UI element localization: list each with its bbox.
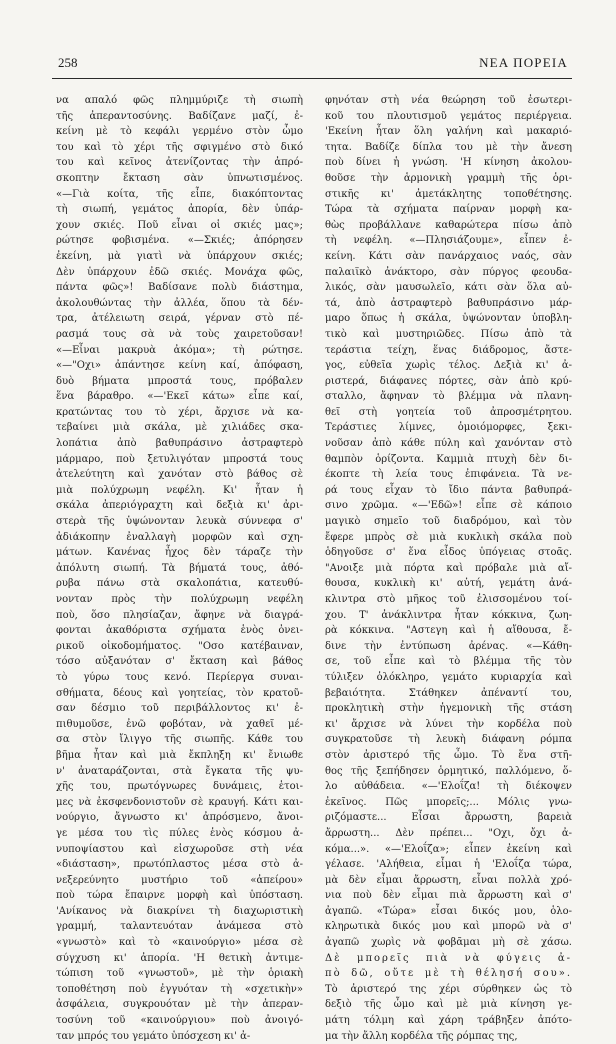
text-line: κείνη μὲ τὸ κεφάλι γερμένο στὸν ὦμο <box>56 126 303 138</box>
text-line: Τὸ ἀριστερό της χέρι σύρθηκεν ὡς τὸ <box>325 983 572 995</box>
right-column <box>325 93 572 1042</box>
text-line: ἐκεῖνος. Πῶς μπορεῖς;... Μόλις γνω- <box>325 796 572 808</box>
text-line: δινε τὴν ἐντύπωση ἀρένας. «—Κάθη- <box>325 640 572 652</box>
journal-title: ΝΕΑ ΠΟΡΕΙΑ <box>479 55 568 70</box>
text-line: προκλητικὴ στὴν ἡγεμονικὴ τῆς στάση <box>325 703 572 715</box>
text-line: 'Ανίκανος νὰ διακρίνει τὴ διαχωριστικὴ <box>56 905 303 917</box>
text-line: θεῖ στὴ γοητεία τοῦ ἀπροσμέτρητου. <box>325 406 572 418</box>
text-line: του καὶ κεῖνος ἀτενίζοντας τὴν ἀπρό- <box>56 157 303 169</box>
text-line: γος, εὐθεῖα χωρὶς τέλος. Δεξιὰ κι' ἀ- <box>325 360 572 372</box>
text-line: θοῦσε τὴν ἁρμονικὴ γραμμὴ τῆς ὁρι- <box>325 172 572 184</box>
text-line: «—Εἶναι μακρυὰ ἀκόμα»; τὴ ρώτησε. <box>56 344 303 356</box>
text-line: σύγχυση κι' ἀπορία. 'Η θετικὴ ἀντιμε- <box>56 952 303 964</box>
text-line: βεβαιότητα. Στάθηκεν ἀπέναντί του, <box>325 687 572 699</box>
text-line: λικός, σὰν μαυσωλεῖο, κάτι σὰν ὅλα αὐ- <box>325 282 572 294</box>
text-line: πὸ δῶ, οὔτε μὲ τὴ θέλησή σου». <box>325 968 572 980</box>
text-line: φονται ἀκαθόριστα σχήματα ἑνὸς ὀνει- <box>56 625 303 637</box>
text-line: έκοπτε τὴ λεία τους ἐπιφάνεια. Τὰ νε- <box>325 469 572 481</box>
text-line: κόμα...». «—'Ελοΐζα»; εἶπεν ἐκείνη καὶ <box>325 843 572 855</box>
text-line: σινο χρῶμα. «—'Εδῶ»! εἶπε σὲ κάποιο <box>325 500 572 512</box>
text-line: νονταν πρὸς τὴν πολύχρωμη νεφέλη <box>56 594 303 605</box>
text-line: μα τὴν ἄλλη κορδέλα τῆς ρόμπας της, <box>325 1030 518 1042</box>
text-line: πιθυμοῦσε, ἐνῶ φοβόταν, νὰ χαθεῖ μέ- <box>56 718 303 730</box>
text-line: σαν δέσμιο τοῦ περιβάλλοντος κι' ἐ- <box>56 703 303 715</box>
text-line: νούργιο, ἄγνωστο κι' ἀπρόσμενο, ἄνοι- <box>56 812 303 824</box>
text-line: ἀσφάλεια, συγκρουόταν μὲ τὴν ἀπεραν- <box>56 999 303 1011</box>
text-line: Τεράστιες λίμνες, ὁμοιόμορφες, ξεκι- <box>325 422 572 434</box>
text-line: ρά τους εἶχαν τὸ ἴδιο πάντα βαθυπρά- <box>325 484 572 496</box>
text-line: χου. Τ' ἀνάκλιντρα ἦταν κόκκινα, ζωη- <box>325 609 572 621</box>
text-line: "Ανοιξε μιὰ πόρτα καὶ πρόβαλε μιὰ αἴ- <box>325 562 572 574</box>
text-line: κλιντρα στὸ μῆκος τοῦ ἑλισσομένου τοί- <box>325 594 572 605</box>
text-line: να απαλό φῶς πλημμύριζε τὴ σιωπὴ <box>56 95 303 106</box>
text-line: Τώρα τὰ σχήματα παίρναν μορφὴ κα- <box>325 204 572 216</box>
text-line: θαμπὸν ὁρίζοντα. Καμμιὰ πτυχὴ δὲν δι- <box>325 453 572 465</box>
text-line: μαρο ὅπως ἡ σκάλα, ὑψώνονταν ὑποβλη- <box>325 313 572 325</box>
text-line: σα στὸν ἴλιγγο τῆς σιωπῆς. Κάθε του <box>56 734 303 746</box>
text-line: στερὰ τῆς ὑψώνονταν λευκὰ σύννεφα σ' <box>56 516 303 528</box>
text-line: Δὲ μπορεῖς πιὰ νὰ φύγεις ἀ- <box>325 952 572 964</box>
text-line: ἀδιάκοπην ἐναλλαγὴ μορφῶν καὶ σχη- <box>56 531 303 543</box>
text-line: ὁδηγοῦσε σ' ἕνα εἶδος ὑπόγειας στοᾶς. <box>325 547 572 559</box>
text-line: παλαιϊκὸ ἀνάκτορο, σὰν πύργος φεουδα- <box>325 266 572 278</box>
text-line: ἀγαπῶ χωρὶς νὰ φοβᾶμαι μὴ σὲ χάσω. <box>325 937 572 949</box>
text-line: κληρωτικὰ δικός μου καὶ μπορῶ νὰ σ' <box>325 921 572 933</box>
text-line: ἕνα βάραθρο. «—'Εκεῖ κάτω» εἶπε καί, <box>56 391 303 403</box>
text-line: ἀπόλυτη σιωπή. Τὰ βήματά τους, ἀθό- <box>56 562 303 574</box>
text-line: σκοπτην ἔκταση σὰν ὑπνωτισμένος. <box>56 172 303 184</box>
text-line: ριζόμαστε... Εἶσαι ἄρρωστη, βαρειὰ <box>325 812 572 824</box>
text-line: μὰ δὲν εἶμαι ἄρρωστη, εἶναι πολλὰ χρό- <box>325 874 572 886</box>
text-line: κι' ἄρχισε νὰ λύνει τὴν κορδέλα ποὺ <box>325 718 572 730</box>
text-line: δεξιὸ τῆς ὦμο καὶ μὲ μιὰ κίνηση γε- <box>325 999 572 1011</box>
text-line: στὸν ἀριστερό τῆς ὦμο. Τὸ ἕνα στῆ- <box>325 749 572 761</box>
text-line: ρυβα πάνω στὰ σκαλοπάτια, κατευθύ- <box>56 578 303 590</box>
text-line: ρώτησε φοβισμένα. «—Σκιές; ἀπόρησεν <box>56 235 303 247</box>
header-rule <box>52 78 572 79</box>
text-line: τοποθέτηση ποὺ ἐγγυόταν τὴ «σχετικὴν» <box>56 983 303 995</box>
text-line: του καὶ τὸ χέρι τῆς σφιγμένο στὸ δικό <box>56 141 303 153</box>
text-line: θουσα, κυκλικὴ κι' αὐτή, γεμάτη ἀνά- <box>325 578 572 590</box>
text-line: τρα, ἀτέλειωτη σειρά, γέρναν στὸ πέ- <box>56 313 303 325</box>
text-line: τῆς ἀπεραντοσύνης. Βαδίζανε μαζί, ἐ- <box>56 110 303 122</box>
text-line: ρὰ κόκκινα. "Αστεγη καὶ ἡ αἴθουσα, ἔ- <box>325 625 572 637</box>
text-line: νια ποὺ δὲν εἶμαι πιὰ ἄρρωστη καὶ σ' <box>325 890 572 902</box>
text-line: στικῆς κι' ἀμετάκλητης τοποθέτησης. <box>325 188 572 200</box>
text-line: κοῦ του πλουτισμοῦ γεμάτος περιέργεια. <box>325 110 572 122</box>
text-line: «διάσταση», πρωτόπλαστος μέσα στὸ ἀ- <box>56 859 303 871</box>
text-line: πάντα φῶς»! Βαδίσανε πολὺ διάστημα, <box>56 282 303 294</box>
text-line: τά, ἀπὸ ἀστραφτερὸ βαθυπράσινο μάρ- <box>325 297 572 309</box>
text-columns <box>56 93 572 1042</box>
text-line: γε μέσα του τὶς πύλες ἑνὸς κόσμου ἀ- <box>56 827 303 839</box>
text-line: ποὺ δίνει ἡ γνώση. 'Η κίνηση ἀκολου- <box>325 157 572 169</box>
text-line: νυποψίαστου καὶ εἰσχωροῦσε στὴ νέα <box>56 843 303 855</box>
text-line: λο αὐθάδεια. «—'Ελοΐζα! τὴ διέκοψεν <box>325 781 572 793</box>
text-line: τικὸ καὶ μυστηριῶδες. Πίσω ἀπὸ τὰ <box>325 328 572 340</box>
text-line: 'Εκείνη ἦταν ὅλη γαλήνη καὶ μακαριό- <box>325 126 572 138</box>
text-line: ἀκολουθώντας τὴν ἀλλέα, ὅπου τὰ δέν- <box>56 297 303 309</box>
text-line: σκάλα ἀπεριόγραχτη καὶ δεξιὰ κι' ἀρι- <box>56 500 303 512</box>
text-line: τεβαίνει μιὰ σκάλα, μὲ χιλιάδες σκα- <box>56 422 303 434</box>
text-line: κείνη. Κάτι σὰν πανάρχαιος ναός, σὰν <box>325 250 572 262</box>
text-line: τώπιση τοῦ «γνωστοῦ», μὲ τὴν ὁριακὴ <box>56 968 303 980</box>
text-line: ἄρρωστη... Δὲν πρέπει... "Οχι, ὄχι ἀ- <box>325 827 572 839</box>
text-line: τόσο αὐξανόταν σ' ἔκταση καὶ βάθος <box>56 656 303 668</box>
text-line: σε, τοῦ εἶπε καὶ τὸ βλέμμα τῆς τὸν <box>325 656 572 668</box>
text-line: μες νὰ ἐκσφενδονιστοῦν σὲ κραυγή. Κάτι και- <box>56 796 303 808</box>
text-line: χουν σκιές. Ποῦ εἶναι οἱ σκιές μας»; <box>56 219 303 231</box>
text-line: θος τῆς ξεπήδησεν ὁρμητικό, παλλόμενο, ὅ- <box>325 765 572 777</box>
text-line: ἀγαπῶ. «Τώρα» εἶσαι δικός μου, ὁλο- <box>325 905 572 917</box>
text-line: τύλιξεν ὁλόκληρο, γεμάτο κυριαρχία καὶ <box>325 671 572 683</box>
text-line: τὴ νεφέλη. «—Πλησιάζουμε», εἶπεν ἐ- <box>325 235 572 247</box>
text-line: τοσύνη τοῦ «καινούργιου» ποὺ ἀνοιγό- <box>56 1015 303 1027</box>
text-line: τὴ σιωπή, γεμάτος ἀπορία, δὲν ὑπάρ- <box>56 204 303 216</box>
text-line: λοπάτια ἀπὸ βαθυπράσινο ἀστραφτερὸ <box>56 438 303 450</box>
text-line: ταν μπρός του γεμάτο ὑπόσχεση κι' ἀ- <box>56 1030 251 1042</box>
text-line: μάτη τόλμη καὶ χάρη τράβηξεν ἀπότο- <box>325 1015 572 1027</box>
text-line: γέλασε. 'Αλήθεια, εἶμαι ἡ 'Ελοΐζα τώρα, <box>325 859 572 871</box>
text-line: ρικοῦ οἰκοδομήματος. "Οσο κατέβαιναν, <box>56 640 303 652</box>
text-line: θὼς προβάλλανε καθαρώτερα πίσω ἀπὸ <box>325 219 572 231</box>
page-number: 258 <box>58 55 78 70</box>
text-line: μάρμαρο, ποὺ ξετυλιγόταν μπροστά τους <box>56 453 303 465</box>
text-line: ποὺ, ὅσο πλησίαζαν, ἄφηνε νὰ διαγρά- <box>56 609 303 621</box>
text-line: «—Γιὰ κοίτα, τῆς εἶπε, διακόπτοντας <box>56 188 303 200</box>
text-line: τὸ γύρω τους κενό. Περίεργα συναι- <box>56 671 303 683</box>
text-line: τητα. Βαδίζε δίπλα του μὲ τὴν ἄνεση <box>325 141 572 153</box>
text-line: νεξερεύνητο μυστήριο τοῦ «ἀπείρου» <box>56 874 303 886</box>
text-line: κρατώντας του τὸ χέρι, ἄρχισε νὰ κα- <box>56 406 303 418</box>
text-line: σθήματα, δέους καὶ γοητείας, τὸν κρατοῦ- <box>56 687 303 699</box>
text-line: «γνωστὸ» καὶ τὸ «καινούργιο» μέσα σὲ <box>56 937 303 949</box>
text-line: γραμμή, ταλαντευόταν ἀνάμεσα στὸ <box>56 921 303 933</box>
text-line: ν' ἀναταράζονται, στὰ ἔγκατα τῆς ψυ- <box>56 765 303 777</box>
text-line: νοῦσαν ἀπὸ κάθε πύλη καὶ χανόνταν στὸ <box>325 438 572 450</box>
text-line: ἐκείνη, μὰ γιατὶ νὰ ὑπάρχουν σκιές; <box>56 250 303 262</box>
text-line: «—"Οχι» ἀπάντησε κείνη καί, ἀπόφαση, <box>56 360 303 372</box>
text-line: Δὲν ὑπάρχουν ἐδῶ σκιές. Μονάχα φῶς, <box>56 266 303 278</box>
text-line: φηνόταν στὴ νέα θεώρηση τοῦ ἐσωτερι- <box>325 95 572 106</box>
text-line: βῆμα ἦταν καὶ μιὰ ἔκπληξη κι' ἔνιωθε <box>56 749 303 761</box>
text-line: μάτων. Κανένας ἦχος δὲν τάραζε τὴν <box>56 547 303 559</box>
text-line: μιὰ πολύχρωμη νεφέλη. Κι' ἦταν ἡ <box>56 484 303 496</box>
text-line: ριστερά, διάφανες πόρτες, σὰν ἀπὸ κρύ- <box>325 375 572 387</box>
left-column <box>56 93 303 1042</box>
text-line: μαγικὸ σημεῖο τοῦ διαδρόμου, καὶ τὸν <box>325 516 572 528</box>
text-line: ἀτελεύτητη καὶ χανόταν στὸ βάθος σὲ <box>56 469 303 481</box>
text-line: ποὺ τώρα ἔπαιρνε μορφὴ καὶ ὑπόσταση. <box>56 890 303 902</box>
text-line: χῆς του, πρωτόγνωρες δυνάμεις, ἑτοι- <box>56 781 303 793</box>
text-line: δυὸ βήματα μπροστά τους, πρόβαλεν <box>56 375 303 387</box>
text-line: ἔφερε μπρὸς σὲ μιὰ κυκλικὴ σκάλα ποὺ <box>325 531 572 543</box>
running-header <box>58 55 568 75</box>
text-line: συγκρατοῦσε τὴ λευκὴ διάφανη ρόμπα <box>325 734 572 746</box>
text-line: ρασμά τους σὰ νὰ τοὺς χαιρετοῦσαν! <box>56 328 303 340</box>
text-line: σταλλο, ἄφηναν τὸ βλέμμα νὰ πλανη- <box>325 391 572 403</box>
text-line: τεράστια τείχη, ἕνας διάδρομος, ἄστε- <box>325 344 572 356</box>
